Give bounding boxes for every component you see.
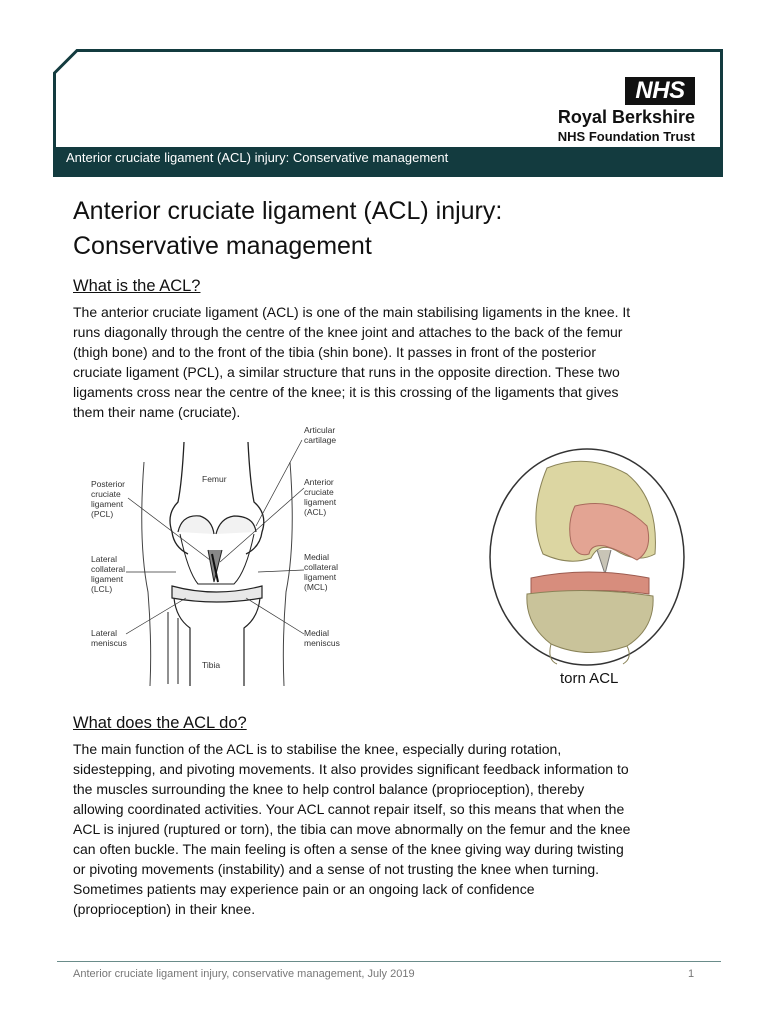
knee-anatomy-diagram (86, 422, 356, 690)
text-line: allowing coordinated activities. Your ACL cannot repair itself, so this means that when the (73, 801, 625, 817)
title-line-2: Conservative management (73, 232, 372, 260)
footer-divider (57, 961, 721, 962)
label-line: Posterior (91, 479, 126, 489)
section2-paragraph (73, 739, 698, 919)
text-line: (thigh bone) and to the front of the tibia (shin bone). It passes in front of the posterior (73, 344, 596, 360)
header-bar-text: Anterior cruciate ligament (ACL) injury: Conservative management (66, 150, 449, 165)
label-line: cruciate (304, 487, 334, 497)
text-line: them their name (cruciate). (73, 404, 241, 420)
label-line: collateral (304, 562, 339, 572)
section-heading-what-does-acl-do: What does the ACL do? (73, 714, 247, 732)
text-line: runs diagonally through the centre of the knee joint and attaches to the back of the femur (73, 324, 623, 340)
text-line: (proprioception) in their knee. (73, 901, 256, 917)
title-line-1: Anterior cruciate ligament (ACL) injury: (73, 197, 503, 225)
label-femur: Femur (202, 474, 227, 484)
label-line: (ACL) (304, 507, 327, 517)
label-line: ligament (304, 497, 337, 507)
org-name: Royal Berkshire (557, 107, 695, 127)
header-banner (53, 49, 723, 177)
label-line: Lateral (91, 628, 117, 638)
label-line: Lateral (91, 554, 117, 564)
page-number: 1 (688, 968, 695, 980)
page-title (73, 194, 673, 264)
label-line: collateral (91, 564, 126, 574)
text-line: or pivoting movements (instability) and a sense of not trusting the knee when turning. (73, 861, 600, 877)
section1-paragraph (73, 302, 698, 422)
footer-text: Anterior cruciate ligament injury, conservative management, July 2019 (73, 968, 415, 980)
label-line: meniscus (91, 638, 127, 648)
label-line: cruciate (91, 489, 121, 499)
text-line: ACL is injured (ruptured or torn), the tibia can move abnormally on the femur and the knee (73, 821, 631, 837)
label-line: meniscus (304, 638, 340, 648)
label-pcl (91, 479, 127, 519)
label-lcl (91, 554, 127, 594)
label-line: Articular (304, 425, 336, 435)
label-line: (PCL) (91, 509, 114, 519)
text-line: Sometimes patients may experience pain or an ongoing lack of confidence (73, 881, 535, 897)
text-line: The main function of the ACL is to stabilise the knee, especially during rotation, (73, 741, 562, 757)
org-subtitle: NHS Foundation Trust (557, 129, 695, 144)
label-articular-cartilage (304, 425, 338, 445)
text-line: sidestepping, and pivoting movements. It also provides significant feedback information to (73, 761, 629, 777)
section-heading-what-is-acl: What is the ACL? (73, 277, 201, 295)
torn-acl-caption: torn ACL (560, 670, 619, 687)
label-line: Medial (304, 552, 330, 562)
label-line: ligament (304, 572, 337, 582)
text-line: the muscles surrounding the knee to help control balance (proprioception), thereby (73, 781, 585, 797)
text-line: ligaments cross near the centre of the knee; it is this crossing of the ligaments that gives (73, 384, 619, 400)
label-line: cartilage (304, 435, 337, 445)
nhs-logo: NHS (625, 77, 695, 105)
label-mcl (304, 552, 340, 592)
label-line: (LCL) (91, 584, 113, 594)
label-acl (304, 477, 339, 517)
label-line: ligament (91, 499, 124, 509)
label-line: Medial (304, 628, 330, 638)
label-lateral-meniscus (91, 628, 127, 648)
text-line: cruciate ligament (PCL), a similar structure that runs in the opposite direction. These two (73, 364, 620, 380)
label-tibia: Tibia (202, 660, 221, 670)
label-line: Anterior (304, 477, 334, 487)
label-medial-meniscus (304, 628, 340, 648)
text-line: The anterior cruciate ligament (ACL) is one of the main stabilising ligaments in the knee. It (73, 304, 631, 320)
label-line: (MCL) (304, 582, 328, 592)
torn-acl-illustration (487, 446, 687, 668)
text-line: can often buckle. The main feeling is often a sense of the knee giving way during twisting (73, 841, 624, 857)
label-line: ligament (91, 574, 124, 584)
